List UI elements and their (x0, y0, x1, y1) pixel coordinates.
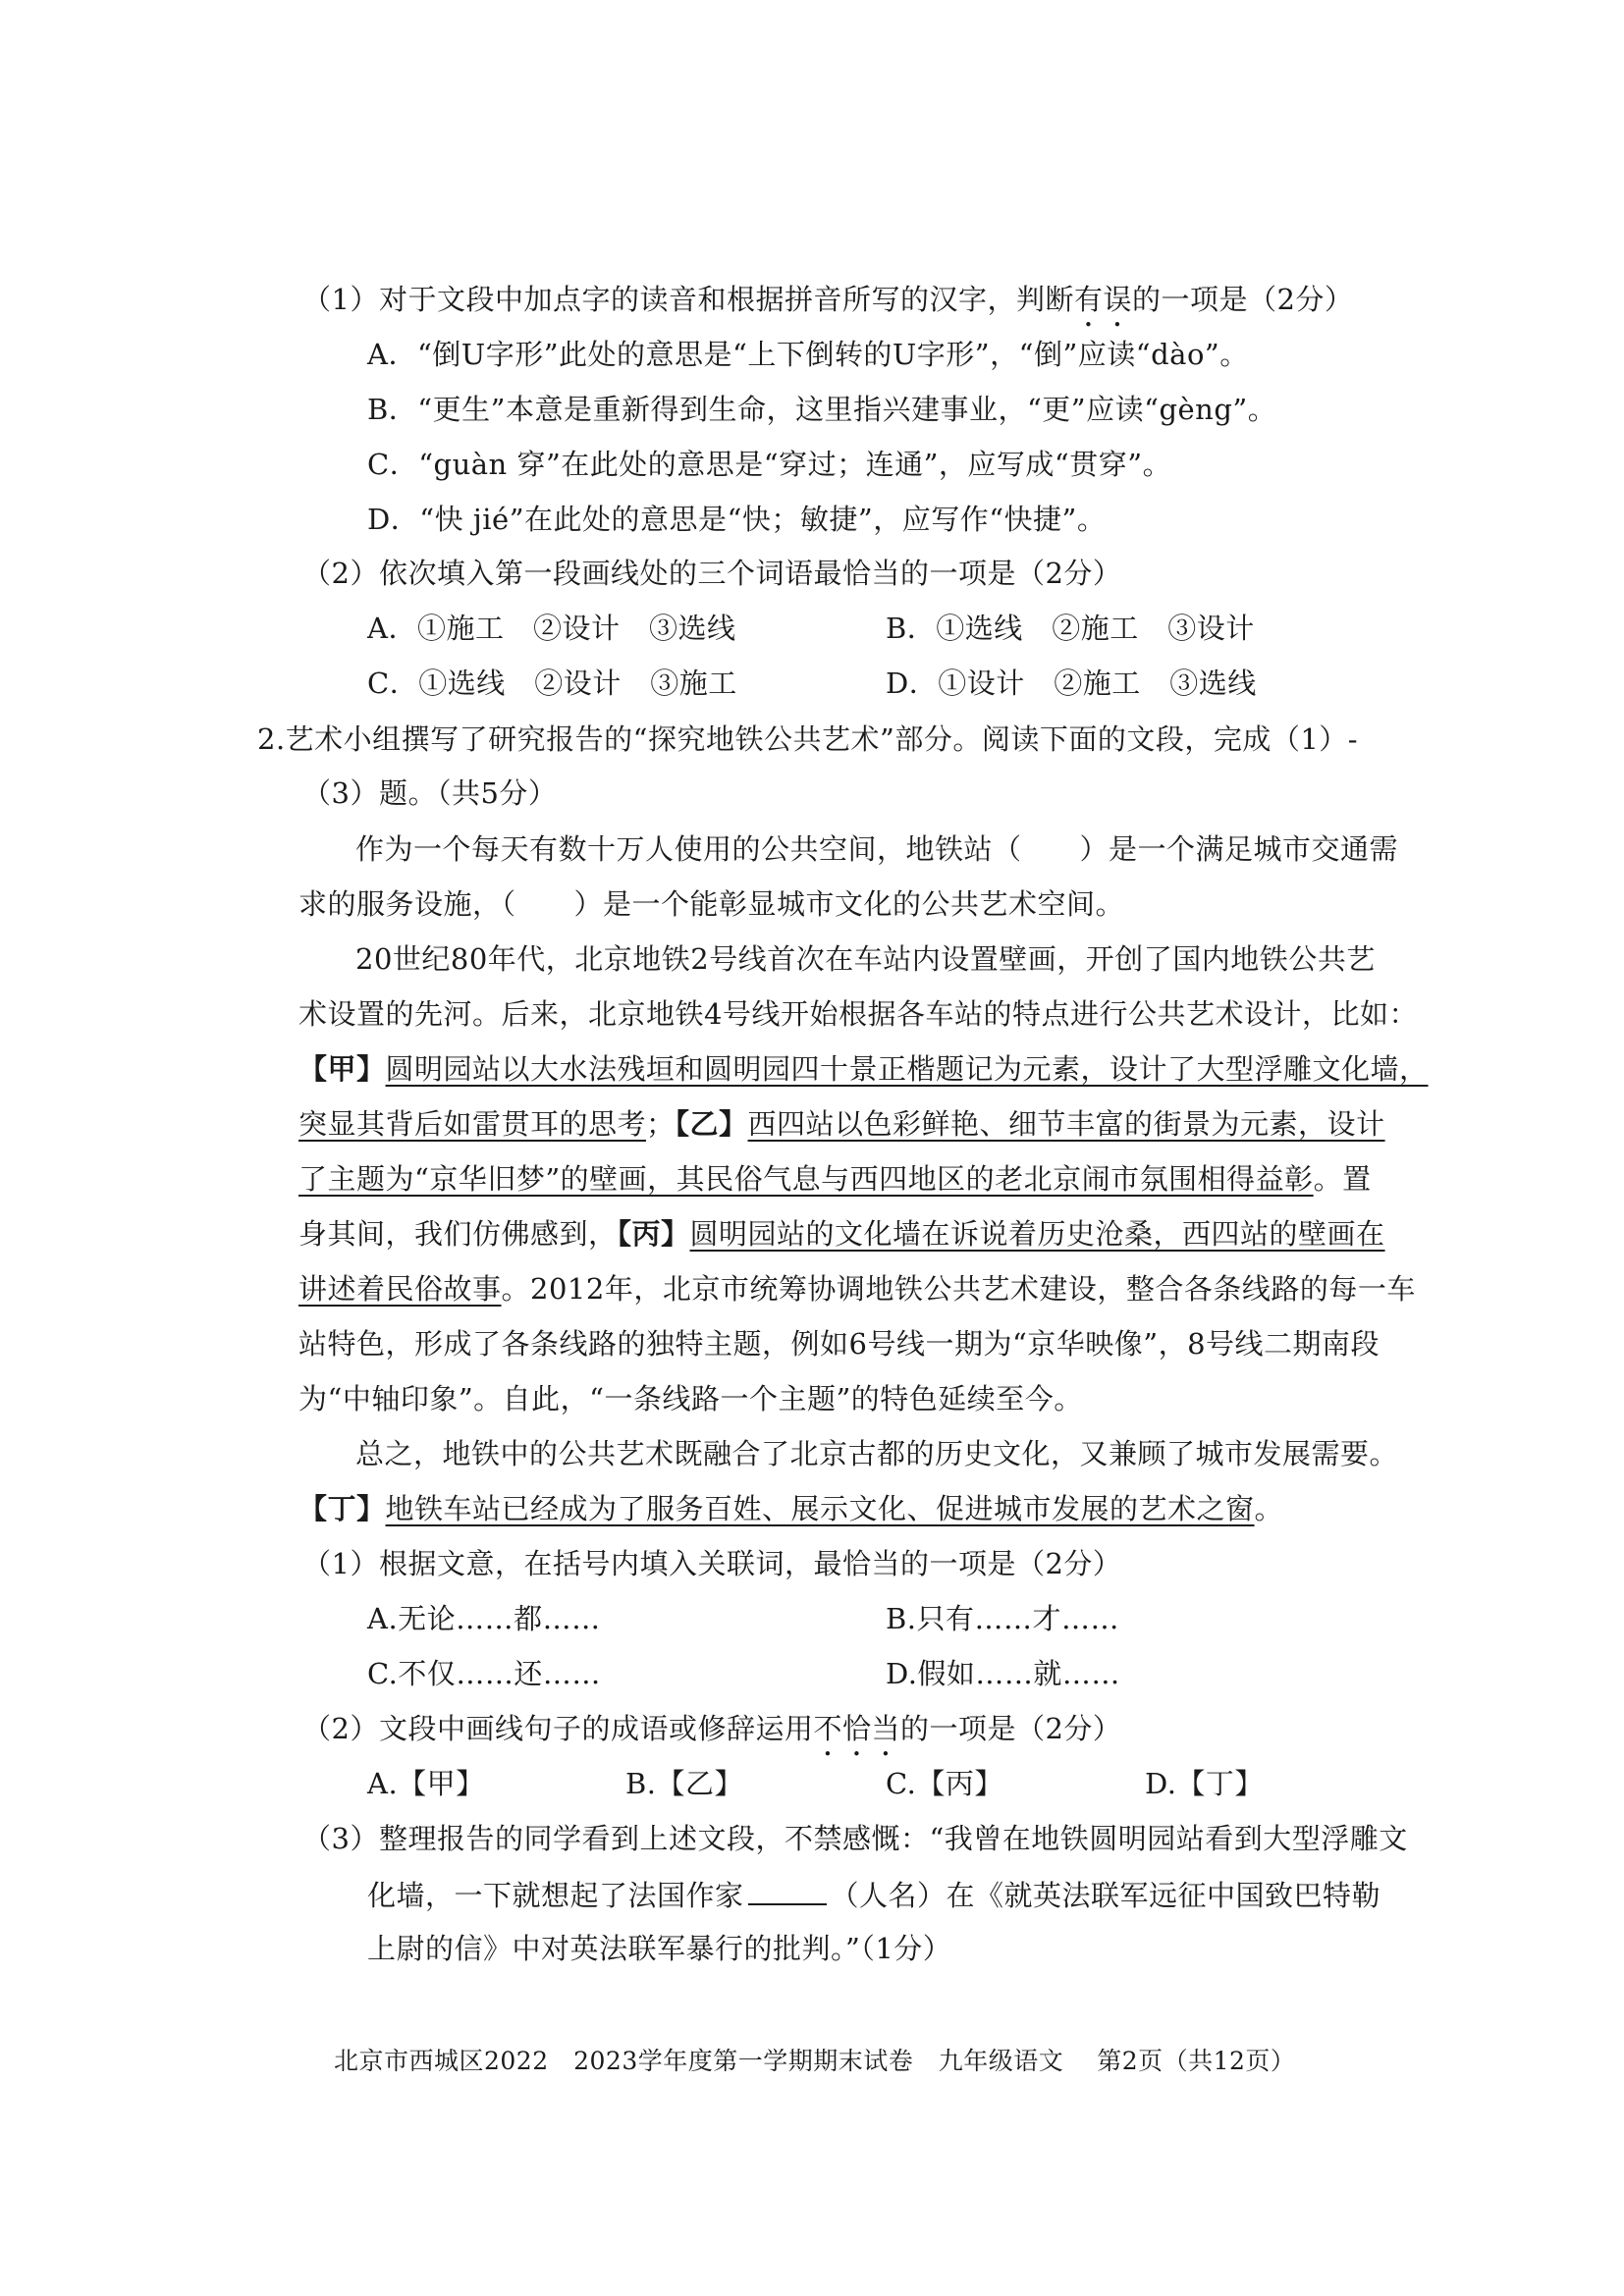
passage-p1-line1: 作为一个每天有数十万人使用的公共空间，地铁站（ ）是一个满足城市交通需 (355, 832, 1399, 866)
passage-p2-line4: 突显其背后如雷贯耳的思考；【乙】西四站以色彩鲜艳、细节丰富的街景为元素，设计 (298, 1107, 1385, 1141)
passage-p2-line9: 为“中轴印象”。自此，“一条线路一个主题”的特色延续至今。 (298, 1382, 1083, 1415)
q2-sub1-stem: （1）根据文意，在括号内填入关联词，最恰当的一项是（2分） (302, 1547, 1122, 1580)
q1-sub2-option-d: D．①设计 ②施工 ③选线 (886, 667, 1257, 700)
tag-ding: 【丁】 (298, 1492, 386, 1525)
q1-sub1-stem: （1）对于文段中加点字的读音和根据拼音所写的汉字，判断有误的一项是（2分） (302, 283, 1354, 316)
q1-sub1-option-d: D．“快 jié”在此处的意思是“快；敏捷”，应写作“快捷”。 (367, 503, 1107, 536)
passage-p3-line2: 【丁】地铁车站已经成为了服务百姓、展示文化、促进城市发展的艺术之窗。 (298, 1492, 1284, 1525)
q1-sub1-option-c: C．“guàn 穿”在此处的意思是“穿过；连通”，应写成“贯穿”。 (367, 448, 1172, 481)
passage-p2-line1: 20世纪80年代，北京地铁2号线首次在车站内设置壁画，开创了国内地铁公共艺 (355, 942, 1376, 976)
q2-sub1-option-d: D.假如……就…… (886, 1657, 1120, 1690)
q1-sub1-option-a: A．“倒U字形”此处的意思是“上下倒转的U字形”，“倒”应读“dào”。 (367, 338, 1249, 371)
passage-p2-line6: 身其间，我们仿佛感到，【丙】圆明园站的文化墙在诉说着历史沧桑，西四站的壁画在 (298, 1217, 1385, 1251)
q2-sub1-option-b: B.只有……才…… (886, 1602, 1120, 1635)
q1-sub1-option-b: B．“更生”本意是重新得到生命，这里指兴建事业，“更”应读“gèng”。 (367, 393, 1277, 426)
page-footer: 北京市西城区2022 2023学年度第一学期期末试卷 九年级语文 第2页（共12页） (334, 2047, 1296, 2075)
q2-sub2-option-c: C.【丙】 (886, 1767, 1003, 1800)
tag-jia: 【甲】 (298, 1052, 386, 1086)
passage-p2-line2: 术设置的先河。后来，北京地铁4号线开始根据各车站的特点进行公共艺术设计，比如： (298, 997, 1418, 1031)
passage-p2-line7: 讲述着民俗故事。2012年，北京市统筹协调地铁公共艺术建设，整合各条线路的每一车 (298, 1272, 1416, 1306)
passage-p2-line5: 了主题为“京华旧梦”的壁画，其民俗气息与西四地区的老北京闹市氛围相得益彰。置 (298, 1162, 1372, 1196)
q2-sub2-option-a: A.【甲】 (367, 1767, 485, 1800)
q2-sub1-option-c: C.不仅……还…… (367, 1657, 601, 1690)
q2-sub3-line1: （3）整理报告的同学看到上述文段，不禁感慨：“我曾在地铁圆明园站看到大型浮雕文 (302, 1822, 1408, 1855)
q2-sub2-option-b: B.【乙】 (625, 1767, 744, 1800)
q2-sub3-line3: 上尉的信》中对英法联军暴行的批判。”（1分） (367, 1932, 952, 1965)
q2-sub2-option-d: D.【丁】 (1145, 1767, 1264, 1800)
q1-sub2-option-c: C．①选线 ②设计 ③施工 (367, 667, 737, 700)
q2-sub1-option-a: A.无论……都…… (367, 1602, 601, 1635)
q2-intro-line2: （3）题。（共5分） (302, 776, 558, 810)
passage-p2-line8: 站特色，形成了各条线路的独特主题，例如6号线一期为“京华映像”，8号线二期南段 (298, 1327, 1380, 1361)
q2-sub3-line2: 化墙，一下就想起了法国作家 （人名）在《就英法联军远征中国致巴特勒 (367, 1874, 1380, 1915)
passage-p3-line1: 总之，地铁中的公共艺术既融合了北京古都的历史文化，又兼顾了城市发展需要。 (355, 1437, 1399, 1470)
q2-sub2-stem: （2）文段中画线句子的成语或修辞运用不恰当的一项是（2分） (302, 1712, 1122, 1745)
passage-p1-line2: 求的服务设施，（ ）是一个能彰显城市文化的公共艺术空间。 (298, 887, 1125, 921)
answer-blank[interactable] (748, 1874, 827, 1905)
passage-p2-line3: 【甲】圆明园站以大水法残垣和圆明园四十景正楷题记为元素，设计了大型浮雕文化墙， (298, 1052, 1429, 1086)
q2-intro-line1: 2.艺术小组撰写了研究报告的“探究地铁公共艺术”部分。阅读下面的文段，完成（1）- (257, 722, 1359, 756)
tag-bing: 【丙】 (617, 1217, 690, 1251)
tag-yi: 【乙】 (675, 1107, 748, 1141)
q1-sub2-stem: （2）依次填入第一段画线处的三个词语最恰当的一项是（2分） (302, 557, 1122, 590)
q1-sub2-option-a: A．①施工 ②设计 ③选线 (367, 612, 736, 645)
q1-sub2-option-b: B．①选线 ②施工 ③设计 (886, 612, 1255, 645)
